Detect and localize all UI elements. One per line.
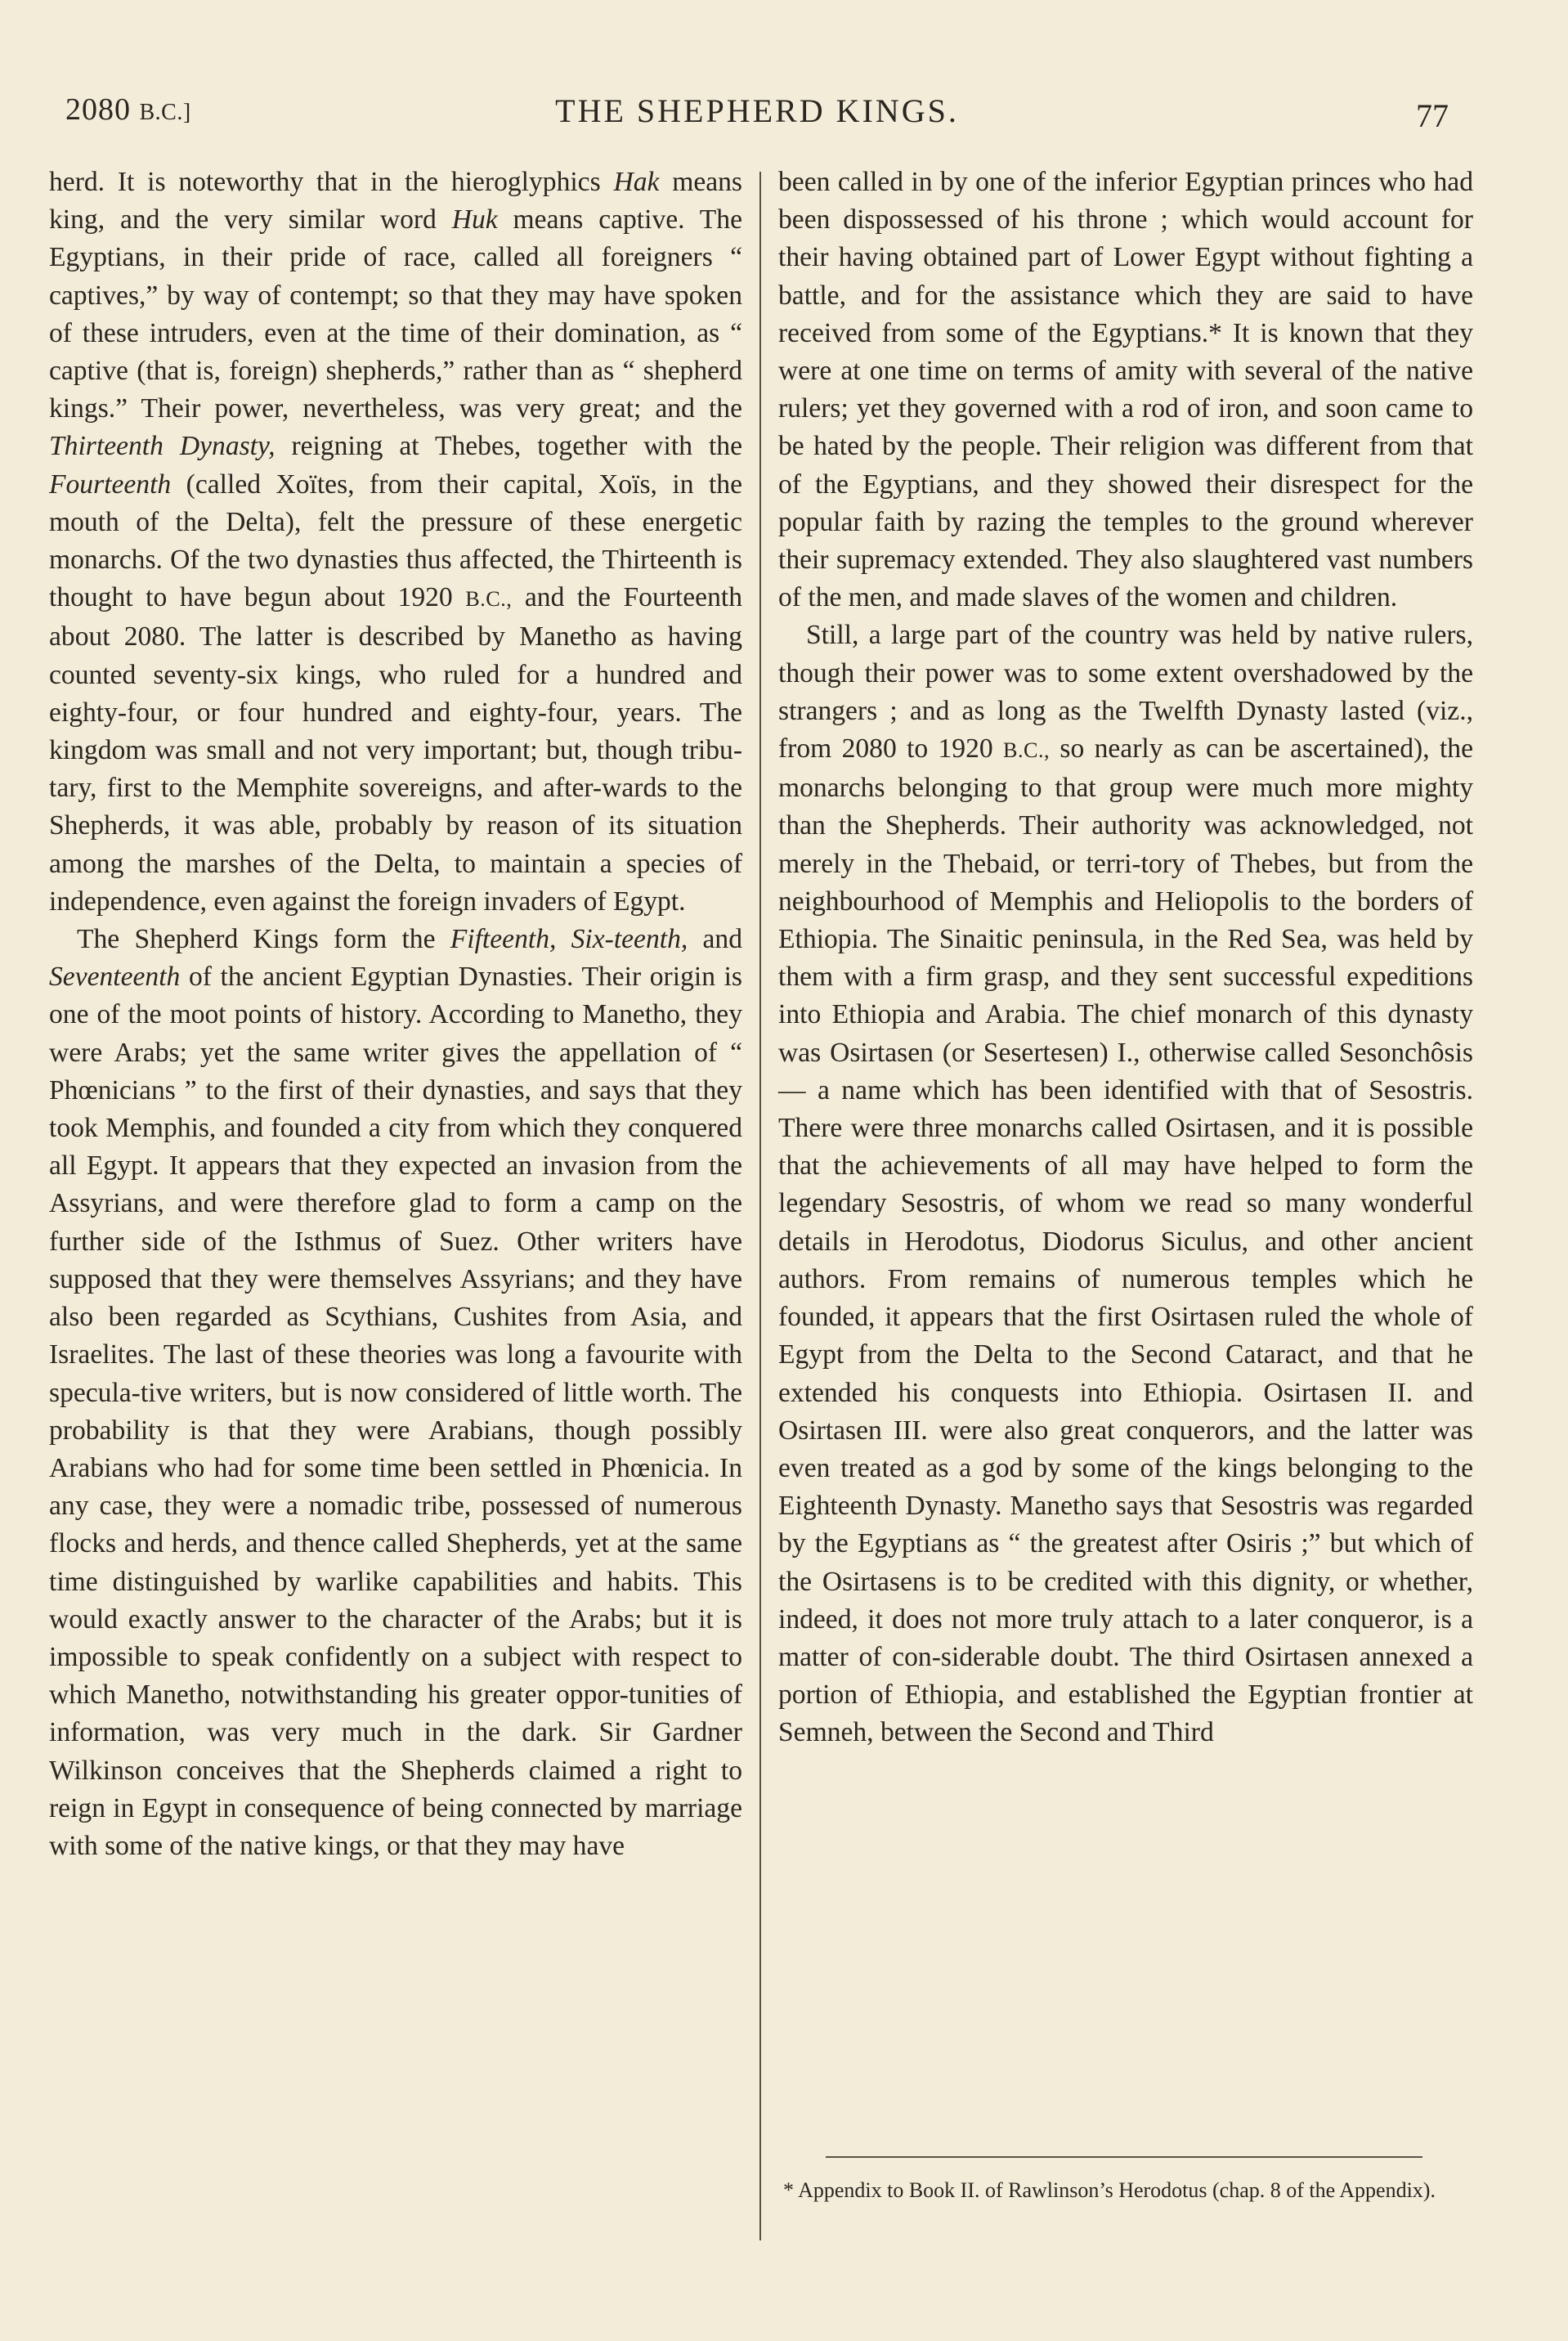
left-p2-italic-fifteenth: Fifteenth, Six-teenth, [450, 924, 688, 955]
page-number: 77 [1416, 97, 1449, 134]
running-header [65, 85, 1449, 134]
left-column [49, 164, 742, 1865]
left-p1-text-1: herd. It is noteworthy that in the hieroglyphics [49, 167, 601, 197]
right-p2-smallcaps-bc: B.C., [1003, 738, 1051, 763]
right-p2-text-2: so nearly as can be ascertained), the monarchs belonging to that group were much more mighty than the Shepherds. Their authority was acknowledged, not merely in the Thebaid, or terri-tory of Thebes, but from the neighbourhood of Memphis and Heliopolis to the borders of Ethiopia. The Sinaitic peninsula, in the Red Sea, was held by them with a firm grasp, and they sent successful expeditions into Ethiopia and Arabia. The chief monarch of this dynasty was Osirtasen (or Sesertesen) I., otherwise called Sesonchôsis— a name which has been identified with that of Sesostris. There were three monarchs called Osirtasen, and it is possible that the achievements of all may have helped to form the legendary Sesostris, of whom we read so many wonderful details in Herodotus, Diodorus Siculus, and other ancient authors. From remains of numerous temples which he founded, it appears that the first Osirtasen ruled the whole of Egypt from the Delta to the Second Cataract, and that he extended his conquests into Ethiopia. Osirtasen II. and Osirtasen III. were also great conquerors, and the latter was even treated as a god by some of the kings belonging to the Eighteenth Dynasty. Manetho says that Sesostris was regarded by the Egyptians as “ the greatest after Osiris ;” but which of the Osirtasens is to be credited with this dignity, or whether, indeed, it does not more truly attach to a later conqueror, is a matter of con-siderable doubt. The third Osirtasen annexed a portion of Ethiopia, and established the Egyptian frontier at Semneh, between the Second and Third [778, 733, 1473, 1748]
left-p1-text-2: means king, and the very similar word [49, 167, 742, 235]
left-p1-italic-thirteenth: Thirteenth Dynasty, [49, 431, 276, 462]
header-era: B.C.] [139, 100, 191, 125]
right-p2-text-1: Still, a large part of the country was held by native rulers, though their power was to some extent overshadowed by the strangers ; and as long as the Twelfth Dynasty lasted (viz., from 2080 to 1920 [778, 620, 1473, 765]
left-paragraph-2 [49, 921, 742, 1865]
left-p1-text-6: and the Fourteenth about 2080. The latter is described by Manetho as having counted seventy-six kings, who ruled for a hundred and eighty-four, or four hundred and eighty-four, years. The kingdom was small and not very important; but, though tribu-tary, first to the Memphite sovereigns, and after-wards to the Shepherds, it was able, probably by reason of its situation among the marshes of the Delta, to maintain a species of independence, even against the foreign invaders of Egypt. [49, 582, 742, 917]
header-year: 2080 [65, 92, 131, 127]
left-paragraph-1 [49, 164, 742, 921]
left-p2-text-1: The Shepherd Kings form the [77, 924, 436, 955]
left-p1-text-4: reigning at Thebes, together with the [291, 431, 742, 462]
right-column [778, 164, 1473, 1752]
left-p1-italic-fourteenth: Fourteenth [49, 469, 172, 500]
right-paragraph-2 [778, 617, 1473, 1751]
footnote: * Appendix to Book II. of Rawlinson’s Herodotus (chap. 8 of the Appendix). [783, 2178, 1436, 2202]
right-paragraph-1: been called in by one of the inferior Egyptian princes who had been dispossessed of his throne ; which would account for their having obtained part of Lower Egypt without fighting a battle, and for the assistance which they are said to have received from some of the Egyptians.* It is known that they were at one time on terms of amity with several of the native rulers; yet they governed with a rod of iron, and soon came to be hated by the people. Their religion was different from that of the Egyptians, and they showed their disrespect for the popular faith by razing the temples to the ground wherever their supremacy extended. They also slaughtered vast numbers of the men, and made slaves of the women and children. [778, 167, 1473, 613]
left-p2-text-3: of the ancient Egyptian Dynasties. Their origin is one of the moot points of history. According to Manetho, they were Arabs; yet the same writer gives the appellation of “ Phœnicians ” to the first of their dynasties, and says that they took Memphis, and founded a city from which they conquered all Egypt. It appears that they expected an invasion from the Assyrians, and were therefore glad to form a camp on the further side of the Isthmus of Suez. Other writers have supposed that they were themselves Assyrians; and they have also been regarded as Scythians, Cushites from Asia, and Israelites. The last of these theories was long a favourite with specula-tive writers, but is now considered of little worth. The probability is that they were Arabians, though possibly Arabians who had for some time been settled in Phœnicia. In any case, they were a nomadic tribe, possessed of numerous flocks and herds, and thence called Shepherds, yet at the same time distinguished by warlike capabilities and habits. This would exactly answer to the character of the Arabs; but it is impossible to speak confidently on a subject with respect to which Manetho, notwithstanding his greater oppor-tunities of information, was very much in the dark. Sir Gardner Wilkinson conceives that the Shepherds claimed a right to reign in Egypt in consequence of being connected by marriage with some of the native kings, or that they may have [49, 962, 742, 1861]
left-p1-italic-hak: Hak [613, 167, 660, 197]
left-p1-smallcaps-bc: B.C., [465, 587, 513, 612]
left-p2-italic-seventeenth: Seventeenth [49, 962, 181, 993]
footnote-rule [826, 2156, 1422, 2158]
column-divider [759, 172, 761, 2240]
left-p1-italic-huk: Huk [451, 204, 498, 235]
left-p1-text-3: means captive. The Egyptians, in their pride of race, called all foreigners “ captives,” by way of contempt; so that they may have spoken of these intruders, even at the time of their domination, as “ captive (that is, foreign) shepherds,” rather than as “ shepherd kings.” Their power, nevertheless, was very great; and the [49, 204, 742, 424]
left-p2-text-2: and [702, 924, 742, 955]
left-p1-text-5: (called Xoïtes, from their capital, Xoïs, in the mouth of the Delta), felt the pressure of these energetic monarchs. Of the two dynasties thus affected, the Thirteenth is thought to have begun about 1920 [49, 469, 742, 613]
header-title: THE SHEPHERD KINGS. [555, 92, 959, 129]
